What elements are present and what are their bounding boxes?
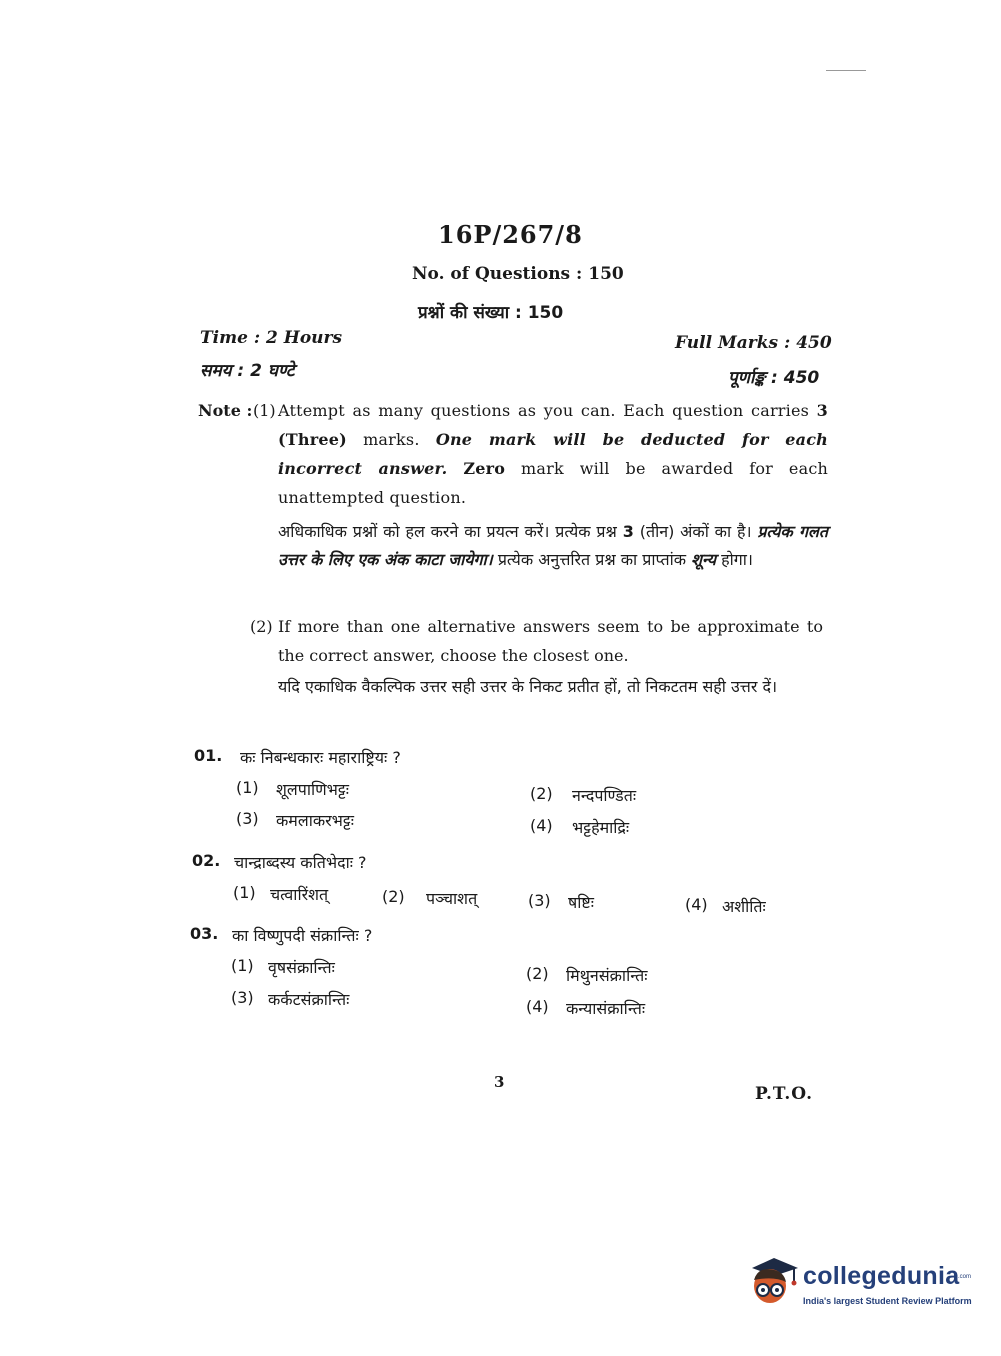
option-number: (2) bbox=[530, 784, 553, 803]
time-en: Time : 2 Hours bbox=[200, 328, 343, 348]
option-text: चत्वारिंशत् bbox=[270, 885, 329, 904]
brand-suffix: .com bbox=[958, 1274, 972, 1280]
question-text: का विष्णुपदी संक्रान्तिः ? bbox=[232, 926, 373, 945]
page-number: 3 bbox=[494, 1073, 505, 1091]
note-item1-num: (1) bbox=[253, 401, 276, 420]
mascot-logo-icon bbox=[744, 1252, 800, 1308]
option-text: भट्टहेमाद्रिः bbox=[572, 818, 630, 837]
time-hi: समय : 2 घण्टे bbox=[200, 361, 295, 381]
note-item2-num: (2) bbox=[250, 617, 273, 636]
option-number: (1) bbox=[231, 956, 254, 975]
option-number: (1) bbox=[236, 778, 259, 797]
note-item1-hi: अधिकाधिक प्रश्नों को हल करने का प्रयत्न करें। प्रत्येक प्रश्न 3 (तीन) अंकों का है। प्रत्येक गलत उत्तर के लिए एक अंक काटा जायेगा। प्रत्येक अनुत्तरित प्रश्न का प्राप्तांक शून्य होगा। bbox=[278, 522, 829, 569]
option-text: वृषसंक्रान्तिः bbox=[268, 958, 335, 977]
num-questions-hi: प्रश्नों की संख्या : 150 bbox=[418, 303, 564, 323]
question-text: कः निबन्धकारः महाराष्ट्रियः ? bbox=[240, 748, 401, 767]
note-item2-hi: यदि एकाधिक वैकल्पिक उत्तर सही उत्तर के निकट प्रतीत हों, तो निकटतम सही उत्तर दें। bbox=[278, 677, 778, 696]
question-text: चान्द्राब्दस्य कतिभेदाः ? bbox=[234, 853, 367, 872]
option-text: कर्कटसंक्रान्तिः bbox=[268, 990, 350, 1009]
option-text: कन्यासंक्रान्तिः bbox=[566, 999, 646, 1018]
note-item1-en: Attempt as many questions as you can. Each question carries 3 (Three) marks. One mark will be deducted for each incorrect answer. Zero mark will be awarded for each unattempted question. bbox=[278, 401, 828, 507]
option-number: (2) bbox=[526, 964, 549, 983]
option-number: (4) bbox=[526, 997, 549, 1016]
num-questions-en: No. of Questions : 150 bbox=[412, 264, 624, 284]
option-number: (4) bbox=[530, 816, 553, 835]
note-label: Note : bbox=[198, 401, 253, 420]
option-number: (3) bbox=[528, 891, 551, 910]
option-text: अशीतिः bbox=[722, 897, 766, 916]
brand-name: collegedunia bbox=[803, 1262, 960, 1290]
option-text: षष्टिः bbox=[568, 893, 594, 912]
question-number: 03. bbox=[190, 924, 219, 943]
paper-code: 16P/267/8 bbox=[438, 220, 583, 249]
scan-mark bbox=[826, 70, 866, 71]
option-number: (4) bbox=[685, 895, 708, 914]
marks-en: Full Marks : 450 bbox=[675, 333, 832, 353]
option-number: (1) bbox=[233, 883, 256, 902]
option-number: (2) bbox=[382, 887, 405, 906]
option-text: कमलाकरभट्टः bbox=[276, 811, 354, 830]
option-number: (3) bbox=[231, 988, 254, 1007]
option-text: पञ्चाशत् bbox=[426, 889, 478, 908]
question-number: 01. bbox=[194, 746, 223, 765]
pto-label: P.T.O. bbox=[755, 1084, 813, 1104]
marks-hi: पूर्णाङ्क : 450 bbox=[728, 368, 820, 388]
brand-tagline: India's largest Student Review Platform bbox=[803, 1296, 972, 1306]
option-text: शूलपाणिभट्टः bbox=[276, 780, 349, 799]
option-text: मिथुनसंक्रान्तिः bbox=[566, 966, 648, 985]
note-item2-en: If more than one alternative answers seem to be approximate to the correct answer, choose the closest one. bbox=[278, 617, 823, 665]
option-text: नन्दपण्डितः bbox=[572, 786, 637, 805]
question-number: 02. bbox=[192, 851, 221, 870]
option-number: (3) bbox=[236, 809, 259, 828]
